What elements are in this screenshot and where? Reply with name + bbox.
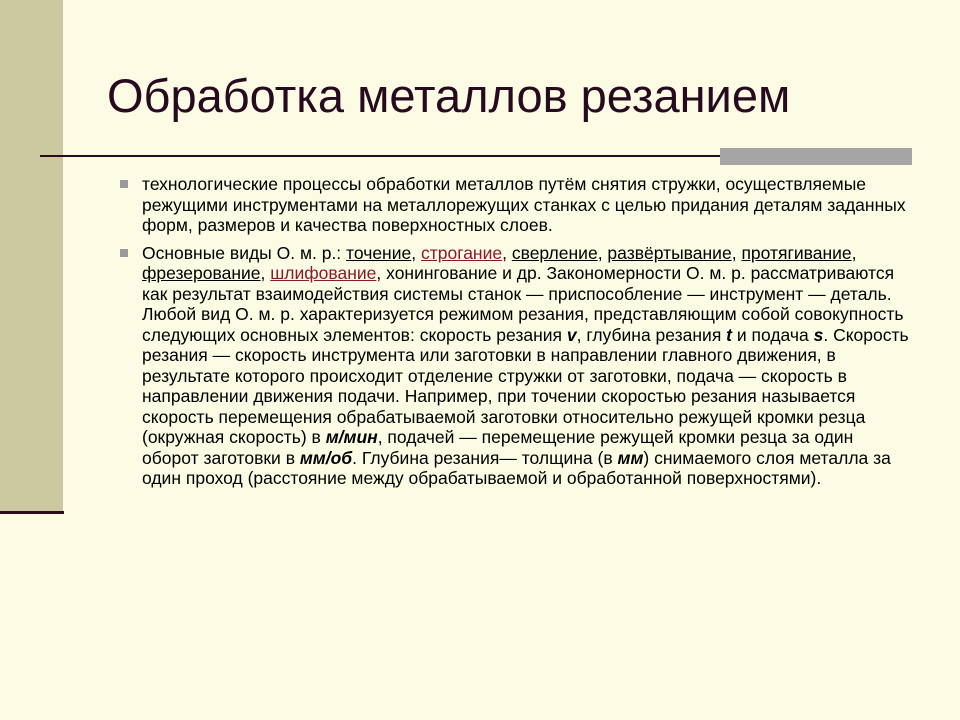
bullet-text-body: , подачей — перемещение режущей кромки резца за один оборот заготовки в <box>142 427 854 468</box>
separator: , <box>851 242 857 263</box>
bullet-item-types <box>120 243 910 489</box>
title-accent-bar <box>720 148 912 165</box>
bullet-text-intro: Основные виды О. м. р.: <box>142 242 347 263</box>
symbol-t: t <box>726 324 732 345</box>
bullet-text: технологические процессы обработки металлов путём снятия стружки, осуществляемые режущими инструментами на металлорежущих станках с целью придания деталям заданных форм, размеров и качества поверхностных слоев. <box>142 174 906 235</box>
link-milling[interactable]: фрезерование <box>142 263 261 283</box>
separator: , <box>597 242 608 263</box>
link-drilling[interactable]: сверление <box>511 242 598 263</box>
bullet-list <box>120 174 910 489</box>
bullet-text-body: ) снимаемого слоя металла за один проход (расстояние между обрабатываемой и обработанной поверхностями). <box>142 447 891 488</box>
bullet-item-definition <box>120 174 910 236</box>
bullet-text-body: и подача <box>732 324 814 345</box>
square-bullet-icon <box>120 180 128 188</box>
sidebar-bottom-line <box>0 511 64 514</box>
separator: , <box>502 242 512 263</box>
link-broaching[interactable]: протягивание <box>741 242 852 263</box>
symbol-s: s <box>813 324 824 345</box>
link-planing[interactable]: строгание <box>420 242 503 263</box>
bullet-text-body: . Глубина резания— толщина (в <box>352 447 618 468</box>
unit-m-per-min: м/мин <box>325 427 378 447</box>
left-sidebar-band <box>0 0 63 512</box>
link-turning[interactable]: точение <box>346 242 412 263</box>
unit-mm-per-rev: мм/об <box>299 447 353 468</box>
bullet-text-body: . Скорость резания — скорость инструмента или заготовки в направлении главного движения, в результате которого происходит отделение стружки от заготовки, подача — скорость в направлении движения подачи. Например, при точении скоростью резания называется скорость перемещения обрабатываемой заготовки относительно режущей кромки резца (окружная скорость) в <box>142 324 909 447</box>
unit-mm: мм <box>617 447 644 468</box>
symbol-v: v <box>566 324 577 345</box>
slide-title: Обработка металлов резанием <box>107 69 791 122</box>
bullet-text-body: , хонингование и др. Закономерности О. м. р. рассматриваются как результат взаимодействия системы станок — приспособление — инструмент — деталь. Любой вид О. м. р. характеризуется режимом резания, представляющим собой совокупность следующих основных элементов: скорость резания <box>142 263 904 345</box>
separator: , <box>260 263 271 283</box>
bullet-text-body: , глубина резания <box>576 324 727 345</box>
link-reaming[interactable]: развёртывание <box>607 242 732 263</box>
separator: , <box>731 242 742 263</box>
separator: , <box>411 242 421 263</box>
link-grinding[interactable]: шлифование <box>270 263 377 283</box>
square-bullet-icon <box>120 249 128 257</box>
